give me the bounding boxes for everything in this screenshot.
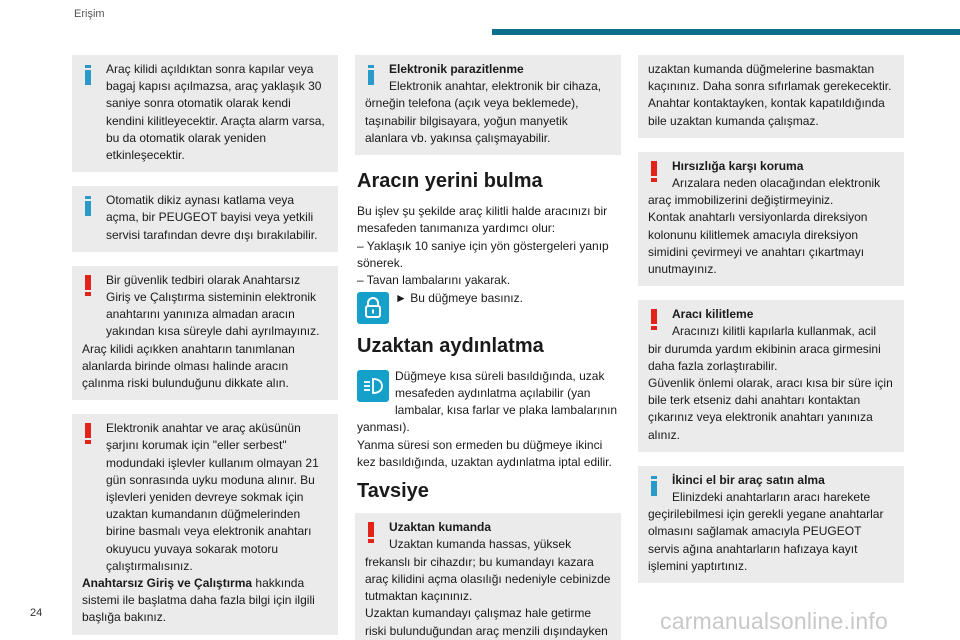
info-note-mirror-folding — [72, 186, 338, 252]
column-2 — [355, 55, 621, 640]
note-remote-continued — [638, 55, 904, 138]
warning-icon — [83, 423, 93, 445]
column-1 — [72, 55, 338, 640]
note-text: şarjını korumak için "eller serbest" modundaki işlevler kullanım olmayan 21 gün sonrasında uyku moduna alınır. Bu işlevleri yeniden devreye sokmak için uzaktan kumandanın düğmelerinden birine basmalı veya elektronik anahtarı okuyucu yuvaya sokarak motoru çalıştırmalısınız. — [106, 438, 319, 573]
note-text-line1: Otomatik dikiz aynası katlama veya — [106, 193, 295, 208]
info-note-electronic-interference — [355, 55, 621, 155]
reference-text: hakkında sistemi ile başlatma daha fazla bilgi için ilgili başlığa bakınız. — [82, 576, 315, 625]
note-text-para2: Güvenlik önlemi olarak, aracı kısa bir süre için bile terk etseniz dahi anahtarı kontaktan çıkarınız veya elektronik anahtarı yanınıza alınız. — [648, 376, 893, 442]
info-icon — [367, 65, 375, 85]
warning-note-battery-sleep — [72, 414, 338, 634]
note-title: Uzaktan kumanda — [389, 520, 492, 535]
heading-advice: Tavsiye — [357, 480, 429, 503]
warning-icon — [649, 161, 659, 183]
note-text: Giriş ve Çalıştırma sisteminin elektronik anahtarını yanınıza almadan aracın yakından kısa süreyle dahi ayrılmayınız. — [106, 290, 320, 339]
note-text: bagaj kapısı açılmazsa, araç yaklaşık 30 saniye sonra otomatik olarak kendi kendini kilitleyecektir. Araçta alarm varsa, bu da otomatik olarak yeniden etkinleşecektir. — [106, 79, 325, 163]
info-note-auto-relock — [72, 55, 338, 172]
heading-remote-lighting: Uzaktan aydınlatma — [357, 334, 544, 357]
column-3 — [638, 55, 904, 597]
warning-note-vehicle-locking — [638, 300, 904, 452]
locate-step — [357, 290, 621, 326]
info-icon — [650, 476, 658, 496]
warning-note-keyless-security — [72, 266, 338, 400]
note-text: örneğin telefona (açık veya beklemede), taşınabilir bilgisayara, yoğun manyetik alanlara vb. yakınsa çalışmayabilir. — [365, 96, 579, 145]
locate-vehicle-text — [355, 203, 621, 325]
warning-icon — [366, 522, 376, 544]
note-text: araç immobilizerini değiştirmeyiniz. — [648, 193, 834, 208]
warning-icon — [83, 275, 93, 297]
locate-item-indicators: – Yaklaşık 10 saniye için yön göstergeleri yanıp sönerek. — [357, 238, 609, 270]
watermark: carmanualsonline.info — [660, 608, 888, 634]
remote-light-line1: Düğmeye kısa süreli basıldığında, uzak — [395, 368, 605, 383]
note-text: uzaktan kumanda düğmelerine basmaktan kaçınınız. Daha sonra sıfırlamak gerekecektir. Anahtar kontaktayken, kontak kapatıldığında bile uzaktan kumanda çalışmaz. — [648, 62, 892, 128]
page-number: 24 — [30, 607, 43, 619]
note-text: açma, bir PEUGEOT bayisi veya yetkili servisi tarafından devre dışı bırakılabilir. — [106, 210, 318, 242]
note-text-line1: Bir güvenlik tedbiri olarak Anahtarsız — [106, 272, 301, 287]
note-text-line1: Arızalara neden olacağından elektronik — [672, 176, 881, 191]
note-text-line1: Araç kilidi açıldıktan sonra kapılar veya — [106, 62, 314, 76]
header-accent-bar — [492, 29, 960, 35]
info-icon — [84, 196, 92, 216]
warning-note-remote-control — [355, 513, 621, 640]
note-title: Aracı kilitleme — [672, 307, 754, 322]
note-text: frekanslı bir cihazdır; bu kumandayı kazara araç kilidini açma olasılığı nedeniyle cebinizde tutmaktan kaçınınız. — [365, 554, 611, 604]
headlight-icon — [357, 370, 389, 402]
note-text-para2: Uzaktan kumandayı çalışmaz hale getirme riski bulunduğundan araç menzili dışındayken — [365, 606, 608, 638]
info-note-second-hand — [638, 466, 904, 583]
warning-note-theft-protection — [638, 152, 904, 286]
note-title: Elektronik parazitlenme — [389, 62, 524, 76]
note-text-line1: Elektronik anahtar, elektronik bir cihaza, — [389, 79, 602, 94]
note-text-line1: Elinizdeki anahtarların aracı harekete — [672, 490, 871, 505]
remote-light-text: lambalar, kısa farlar ve plaka lambalarının yanması). — [357, 403, 618, 435]
note-text-line1: Aracınızı kilitli kapılarla kullanmak, acil — [672, 324, 877, 339]
remote-light-line2: mesafeden aydınlatma açılabilir (yan — [395, 385, 591, 400]
heading-locate-vehicle: Aracın yerini bulma — [357, 170, 543, 193]
padlock-icon — [357, 292, 389, 324]
locate-intro: Bu işlev şu şekilde araç kilitli halde aracınızı bir mesafeden tanımanıza yardımcı olur: — [357, 204, 608, 236]
note-text: geçirilebilmesi için gerekli yegane anahtarlar olmasını sağlamak amacıyla PEUGEOT servis ağına anahtarların hafızaya kayıt işlemini yaptırtınız. — [648, 507, 884, 573]
note-text-line1: Uzaktan kumanda hassas, yüksek — [389, 537, 572, 552]
warning-icon — [649, 309, 659, 331]
reference-bold: Anahtarsız Giriş ve Çalıştırma — [82, 576, 253, 591]
locate-step-text: ► Bu düğmeye basınız. — [395, 290, 523, 305]
note-title: Hırsızlığa karşı koruma — [672, 158, 804, 173]
remote-lighting-text — [355, 368, 621, 472]
note-text-reference — [82, 575, 328, 627]
section-title: Erişim — [74, 8, 105, 20]
note-text-para2: Araç kilidi açıkken anahtarın tanımlanan alanlarda birinde olması halinde aracın çalınma riski bulunduğunu dikkate alın. — [82, 341, 295, 391]
note-title: İkinci el bir araç satın alma — [672, 472, 825, 487]
note-text-para2: Kontak anahtarlı versiyonlarda direksiyon kolonunu kilitlemek amacıyla direksiyon simidini çevirmeyi ve anahtarı çıkartmayı unutmayınız. — [648, 210, 868, 277]
remote-light-para2: Yanma süresi son ermeden bu düğmeye ikinci kez basıldığında, uzaktan aydınlatma iptal edilir. — [357, 437, 612, 469]
info-icon — [84, 65, 92, 85]
note-text: bir durumda yardım ekibinin araca girmesini daha fazla zorlaştırabilir. — [648, 341, 881, 373]
locate-item-lamps: – Tavan lambalarını yakarak. — [357, 273, 511, 288]
note-text-line1: Elektronik anahtar ve araç aküsünün — [106, 421, 301, 436]
